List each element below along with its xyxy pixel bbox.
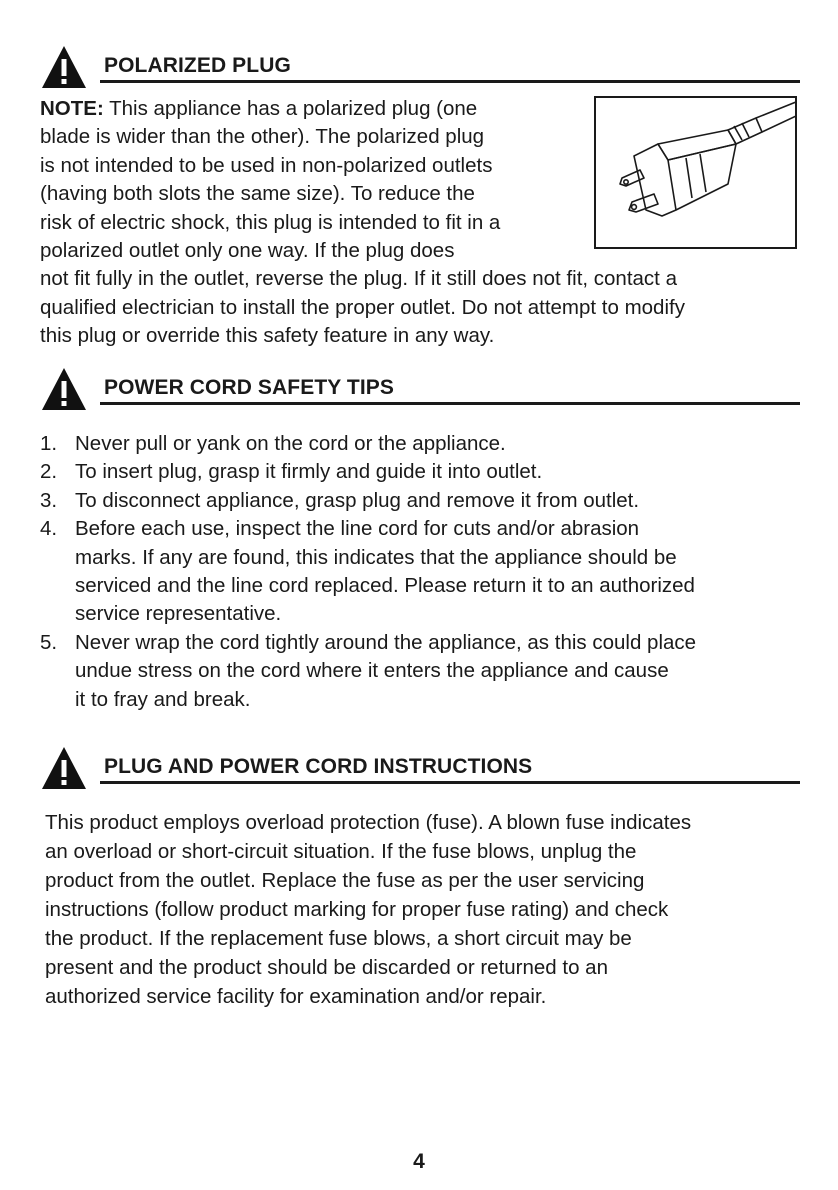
section-divider [100,402,800,405]
note-label: NOTE: [40,97,104,120]
text-line: Never pull or yank on the cord or the appliance. [75,432,506,455]
section-title: POLARIZED PLUG [104,54,291,77]
text-line: Never wrap the cord tightly around the appliance, as this could place [75,630,697,654]
text-line: blade is wider than the other). The polarized plug [40,125,485,149]
page-number: 4 [413,1150,425,1173]
list-item [40,515,696,629]
text-line: qualified electrician to install the proper outlet. Do not attempt to modify [40,295,685,319]
text-line: Before each use, inspect the line cord for cuts and/or abrasion [75,517,640,541]
section-divider [100,781,800,784]
text-line: marks. If any are found, this indicates that the appliance should be [75,545,677,569]
item-number: 2. [40,460,58,484]
warning-icon [40,366,88,412]
list-item [40,487,696,515]
warning-icon [40,44,88,90]
text-line: (having both slots the same size). To reduce the [40,182,475,206]
section-title: POWER CORD SAFETY TIPS [104,376,395,399]
text-line: it to fray and break. [75,687,251,711]
text-line: instructions (follow product marking for proper fuse rating) and check [45,898,669,921]
instructions-text [45,808,691,1011]
text-line: an overload or short-circuit situation. If the fuse blows, unplug the [45,840,637,863]
text-line: present and the product should be discarded or returned to an [45,956,608,979]
text-line: authorized service facility for examination and/or repair. [45,985,547,1008]
polarized-plug-illustration [594,96,797,249]
text-line: polarized outlet only one way. If the plug does [40,239,455,263]
text-line: not fit fully in the outlet, reverse the plug. If it still does not fit, contact a [40,267,677,291]
text-line: serviced and the line cord replaced. Please return it to an authorized [75,574,695,598]
polarized-plug-text [40,95,685,351]
text-line: This appliance has a polarized plug (one [109,97,478,120]
item-number: 4. [40,517,58,541]
list-item [40,458,696,486]
text-line: This product employs overload protection (fuse). A blown fuse indicates [45,811,692,834]
section-title: PLUG AND POWER CORD INSTRUCTIONS [104,755,533,778]
plug-icon [596,98,795,247]
text-line: undue stress on the cord where it enters the appliance and cause [75,659,669,683]
text-line: product from the outlet. Replace the fuse as per the user servicing [45,869,645,892]
list-item [40,430,696,458]
section-divider [100,80,800,83]
text-line: is not intended to be used in non-polarized outlets [40,153,493,177]
item-number: 1. [40,432,58,455]
text-line: service representative. [75,602,282,626]
polarized-plug-header [40,44,800,92]
power-cord-tips-header [40,366,800,414]
text-line: To disconnect appliance, grasp plug and remove it from outlet. [75,488,640,512]
safety-tips-list [40,430,696,714]
text-line: risk of electric shock, this plug is intended to fit in a [40,210,501,234]
text-line: To insert plug, grasp it firmly and guide it into outlet. [75,460,543,484]
plug-cord-instructions-header [40,745,800,793]
text-line: the product. If the replacement fuse blows, a short circuit may be [45,927,632,950]
text-line: this plug or override this safety feature in any way. [40,324,495,348]
item-number: 3. [40,488,58,512]
list-item [40,629,696,714]
warning-icon [40,745,88,791]
item-number: 5. [40,630,58,654]
